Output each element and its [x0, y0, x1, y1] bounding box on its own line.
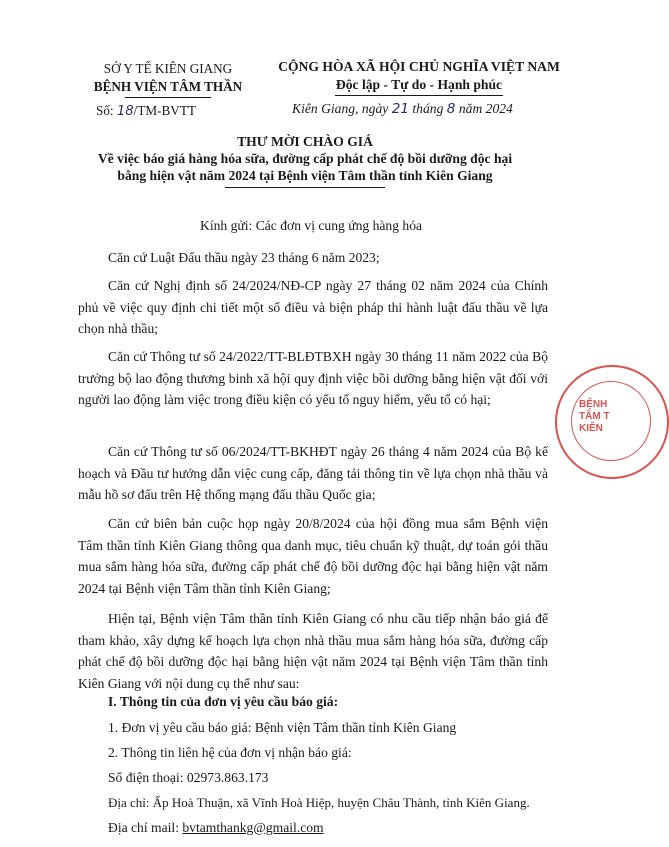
- org-line2: BỆNH VIỆN TÂM THẦN: [93, 79, 243, 94]
- org-line1: SỞ Y TẾ KIÊN GIANG: [103, 61, 233, 76]
- section1-item2: 2. Thông tin liên hệ của đơn vị nhận báo giá:: [108, 745, 352, 760]
- recipient: Kính gửi: Các đơn vị cung ứng hàng hóa: [200, 218, 423, 233]
- title-underline: [225, 187, 385, 188]
- paragraph-1: Căn cứ Luật Đấu thầu ngày 23 tháng 6 năm 2023;: [108, 250, 380, 265]
- doc-date: Kiên Giang, ngày 21 tháng 8 năm 2024: [292, 101, 513, 117]
- seal-text: BỆNH TÂM T KIÊN: [579, 399, 610, 434]
- title-sub-line2: bằng hiện vật năm 2024 tại Bệnh viện Tâm thần tỉnh Kiên Giang: [117, 168, 493, 183]
- title-block: [60, 133, 550, 188]
- doc-number: Số: 18/TM-BVTT: [96, 103, 196, 119]
- title-sub-line1: Về việc báo giá hàng hóa sữa, đường cấp phát chế độ bồi dưỡng độc hại: [97, 151, 513, 166]
- header-right: [264, 58, 574, 118]
- paragraph-5: Căn cứ biên bản cuộc họp ngày 20/8/2024 của hội đồng mua sắm Bệnh viện Tâm thần tỉnh Kiên Giang thông qua danh mục, tiêu chuẩn kỹ thuật, dự toán gói thầu mua sắm hàng hóa sữa, đường cấp phát chế độ bồi dưỡng độc hại bằng hiện vật năm 2024 tại Bệnh viện Tâm thần tỉnh Kiên Giang;: [78, 516, 548, 596]
- title-main: THƯ MỜI CHÀO GIÁ: [237, 134, 373, 149]
- paragraph-6: Hiện tại, Bệnh viện Tâm thần tỉnh Kiên Giang có nhu cầu tiếp nhận báo giá để tham khảo, xây dựng kế hoạch lựa chọn nhà thầu mua sắm hàng hóa sữa, đường cấp phát chế độ bồi dưỡng độc hại bằng hiện vật năm 2024 tại Bệnh viện Tâm thần tỉnh Kiên Giang với nội dung cụ thể như sau:: [78, 611, 548, 691]
- nation-title: CỘNG HÒA XÃ HỘI CHỦ NGHĨA VIỆT NAM: [278, 59, 560, 74]
- doc-number-handwritten: 18: [116, 104, 134, 119]
- date-day-handwritten: 21: [391, 101, 409, 117]
- section1-heading: I. Thông tin của đơn vị yêu cầu báo giá:: [108, 694, 339, 709]
- motto: Độc lập - Tự do - Hạnh phúc: [335, 77, 503, 92]
- header-left: [68, 60, 268, 121]
- section1-email-line: [108, 820, 324, 836]
- paragraph-4: Căn cứ Thông tư số 06/2024/TT-BKHĐT ngày 26 tháng 4 năm 2024 của Bộ kế hoạch và Đầu tư hướng dẫn việc cung cấp, đăng tải thông tin về lựa chọn nhà thầu và mẫu hồ sơ đấu trên Hệ thống mạng đấu thầu Quốc gia;: [78, 444, 548, 502]
- email-link[interactable]: bvtamthankg@gmail.com: [182, 820, 324, 835]
- section1-item1: 1. Đơn vị yêu cầu báo giá: Bệnh viện Tâm thần tỉnh Kiên Giang: [108, 720, 457, 735]
- email-label: Địa chỉ mail:: [108, 820, 183, 835]
- red-seal-stamp: [555, 365, 669, 479]
- org-underline: [125, 97, 211, 98]
- date-month-handwritten: 8: [446, 101, 456, 117]
- section1-phone: Số điện thoại: 02973.863.173: [108, 770, 269, 785]
- section1-address: Địa chỉ: Ấp Hoà Thuận, xã Vĩnh Hoà Hiệp, huyện Châu Thành, tỉnh Kiên Giang.: [108, 795, 530, 810]
- paragraph-2: Căn cứ Nghị định số 24/2024/NĐ-CP ngày 27 tháng 02 năm 2024 của Chính phủ về việc quy định chi tiết một số điều và biện pháp thi hành luật đấu thầu về lựa chọn nhà thầu;: [78, 278, 548, 336]
- motto-underline: [335, 95, 503, 96]
- paragraph-3: Căn cứ Thông tư số 24/2022/TT-BLĐTBXH ngày 30 tháng 11 năm 2022 của Bộ trưởng bộ lao động thương binh xã hội quy định việc bồi dưỡng bằng hiện vật đối với người lao động làm việc trong điều kiện có yếu tố nguy hiểm, yếu tố có hại;: [78, 349, 548, 407]
